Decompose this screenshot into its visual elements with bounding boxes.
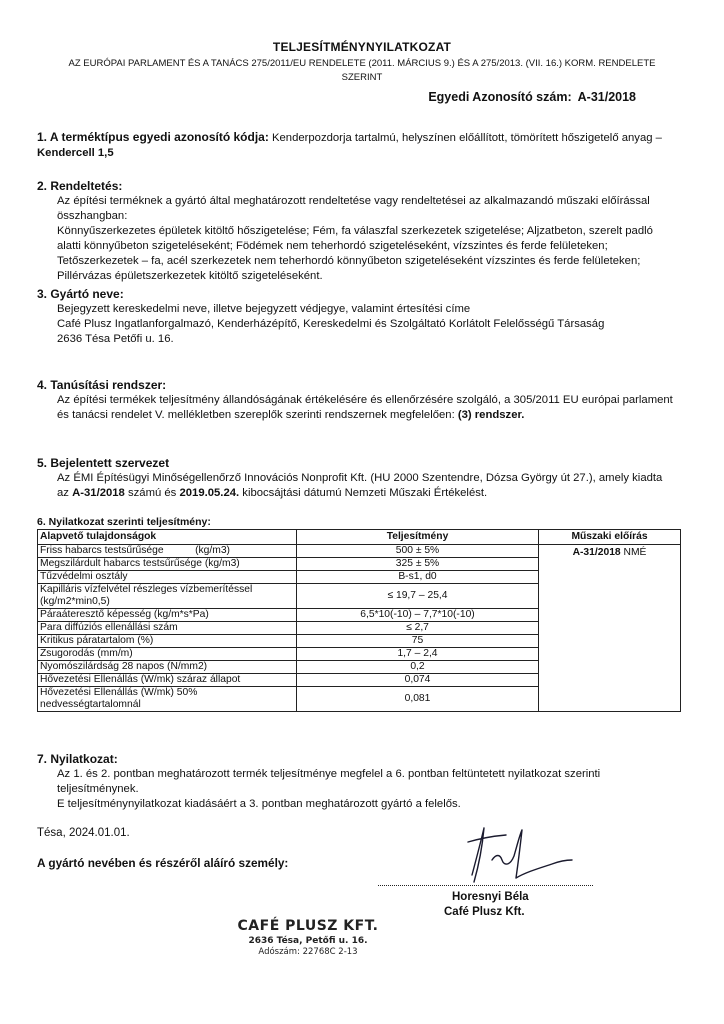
- document-subtitle: AZ EURÓPAI PARLAMENT ÉS A TANÁCS 275/2011/EU RENDELETE (2011. MÁRCIUS 9.) ÉS A 275/2013. (VII. 16.) KORM. RENDELETE SZERINT: [68, 58, 656, 83]
- property-cell: Megszilárdult habarcs testsűrűsége (kg/m3): [38, 558, 297, 571]
- value-cell: ≤ 19,7 – 25,4: [297, 584, 539, 609]
- section-5-heading: 5. Bejelentett szervezet: [37, 456, 170, 470]
- col-header-standard: Műszaki előírás: [539, 530, 681, 545]
- place-date: Tésa, 2024.01.01.: [37, 827, 130, 839]
- section-5-text-b: számú és: [127, 487, 177, 499]
- declaration-paragraph-1: Az 1. és 2. pontban meghatározott termék teljesítménye megfelel a 6. pontban feltüntetett nyilatkozat szerinti teljesítménynek.: [57, 768, 601, 795]
- stamp-address: 2636 Tésa, Petőfi u. 16.: [248, 936, 368, 946]
- identifier: [428, 90, 636, 104]
- property-cell: Kritikus páratartalom (%): [38, 635, 297, 648]
- property-cell: Nyomószilárdság 28 napos (N/mm2): [38, 661, 297, 674]
- company-stamp: [218, 918, 398, 957]
- section-2-intro: Az építési terméknek a gyártó által meghatározott rendeltetése vagy rendeltetései az alkalmazandó műszaki előírással összhangban:: [57, 195, 650, 222]
- product-name: Kendercell 1,5: [37, 147, 114, 159]
- signer-company: Café Plusz Kft.: [444, 906, 525, 918]
- section-certification-system: [37, 378, 677, 423]
- section-1-text: Kenderpozdorja tartalmú, helyszínen előállított, tömörített hőszigetelő anyag –: [271, 132, 662, 144]
- value-cell: 6,5*10(-10) – 7,7*10(-10): [297, 609, 539, 622]
- signer-label: A gyártó nevében és részéről aláíró személy:: [37, 856, 289, 870]
- manufacturer-name: Café Plusz Ingatlanforgalmazó, Kenderházépítő, Kereskedelmi és Szolgáltató Korlátolt Felelősségű Társaság: [57, 318, 605, 330]
- property-cell: Hővezetési Ellenállás (W/mk) száraz állapot: [38, 674, 297, 687]
- section-2-heading: 2. Rendeltetés:: [37, 179, 123, 193]
- section-3-intro: Bejegyzett kereskedelmi neve, illetve bejegyzett védjegye, valamint értesítési címe: [57, 303, 471, 315]
- value-cell: ≤ 2,7: [297, 622, 539, 635]
- section-manufacturer: [37, 287, 677, 347]
- assessment-number: A-31/2018: [72, 487, 125, 499]
- section-4-text: Az építési termékek teljesítmény állandóságának értékelésére és ellenőrzésére szolgáló, a 305/2011 EU európai parlament és tanácsi rendelet V. mellékletben szereplők szerinti rendszernek megfelelően:: [57, 394, 673, 421]
- declaration-paragraph-2: E teljesítménynyilatkozat kiadásáért a 3. pontban meghatározott gyártó a felelős.: [57, 798, 461, 810]
- section-4-heading: 4. Tanúsítási rendszer:: [37, 378, 167, 392]
- value-cell: 1,7 – 2,4: [297, 648, 539, 661]
- value-cell: 0,081: [297, 687, 539, 712]
- standard-suffix: NMÉ: [623, 547, 647, 558]
- standard-code: A-31/2018: [572, 547, 621, 558]
- section-7-heading: 7. Nyilatkozat:: [37, 752, 118, 766]
- manufacturer-address: 2636 Tésa Petőfi u. 16.: [57, 333, 174, 345]
- property-cell: Zsugorodás (mm/m): [38, 648, 297, 661]
- certification-system: (3) rendszer.: [457, 409, 525, 421]
- property-cell: Hővezetési Ellenállás (W/mk) 50% nedvességtartalomnál: [38, 687, 297, 712]
- section-2-uses: Könnyűszerkezetes épületek kitöltő hőszigetelése; Fém, fa válaszfal szerkezetek szigetelése; Aljzatbeton, szerelt padló alatti könnyűbeton szigeteléseként; Födémek nem teherhordó szigeteléseként, vízszintes és ferde felületeken; Tetőszerkezetek – fa, acél szerkezetek nem teherhordó könnyűbeton szigeteléseként vízszintes és ferde felületeken; Pillérvázas épületszerkezetek kitöltő szigeteléseként.: [57, 225, 653, 282]
- property-cell: Tűzvédelmi osztály: [38, 571, 297, 584]
- col-header-performance: Teljesítmény: [297, 530, 539, 545]
- signature-line: [378, 885, 593, 886]
- section-1-heading: 1. A terméktípus egyedi azonosító kódja:: [37, 130, 269, 144]
- identifier-label: Egyedi Azonosító szám:: [428, 90, 572, 104]
- col-header-property: Alapvető tulajdonságok: [38, 530, 297, 545]
- section-declaration: [37, 752, 677, 812]
- value-cell: 75: [297, 635, 539, 648]
- property-cell: Kapilláris vízfelvétel részleges vízbemerítéssel (kg/m2*min0,5): [38, 584, 297, 609]
- value-cell: 325 ± 5%: [297, 558, 539, 571]
- value-cell: 500 ± 5%: [297, 545, 539, 558]
- value-cell: 0,2: [297, 661, 539, 674]
- document-title: TELJESÍTMÉNYNYILATKOZAT: [272, 40, 452, 54]
- performance-table: [37, 529, 681, 712]
- stamp-name: CAFÉ PLUSZ KFT.: [237, 918, 379, 934]
- value-cell: 0,074: [297, 674, 539, 687]
- standard-cell: [539, 545, 681, 712]
- section-3-heading: 3. Gyártó neve:: [37, 287, 124, 301]
- property-cell: Para diffúziós ellenállási szám: [38, 622, 297, 635]
- identifier-value: A-31/2018: [577, 90, 636, 104]
- section-5-text-a: Az ÉMI Építésügyi Minőségellenőrző Innovációs Nonprofit Kft. (HU 2000 Szentendre, Dózsa György út 27.), amely kiadta az: [57, 472, 663, 499]
- section-product-type: [37, 130, 677, 161]
- table-row: [38, 545, 681, 558]
- handwritten-signature: [462, 820, 582, 890]
- section-5-text-c: kibocsájtási dátumú Nemzeti Műszaki Értékelést.: [242, 487, 488, 499]
- issue-date: 2019.05.24.: [179, 487, 240, 499]
- stamp-tax-number: Adószám: 22768C 2-13: [258, 947, 358, 957]
- signer-name: Horesnyi Béla: [452, 891, 529, 903]
- value-cell: B-s1, d0: [297, 571, 539, 584]
- table-header-row: [38, 530, 681, 545]
- property-cell: Páraáteresztő képesség (kg/m*s*Pa): [38, 609, 297, 622]
- section-intended-use: [37, 179, 677, 284]
- property-cell: Friss habarcs testsűrűsége (kg/m3): [38, 545, 297, 558]
- section-notified-body: [37, 456, 677, 501]
- section-6-heading: 6. Nyilatkozat szerinti teljesítmény:: [37, 516, 211, 528]
